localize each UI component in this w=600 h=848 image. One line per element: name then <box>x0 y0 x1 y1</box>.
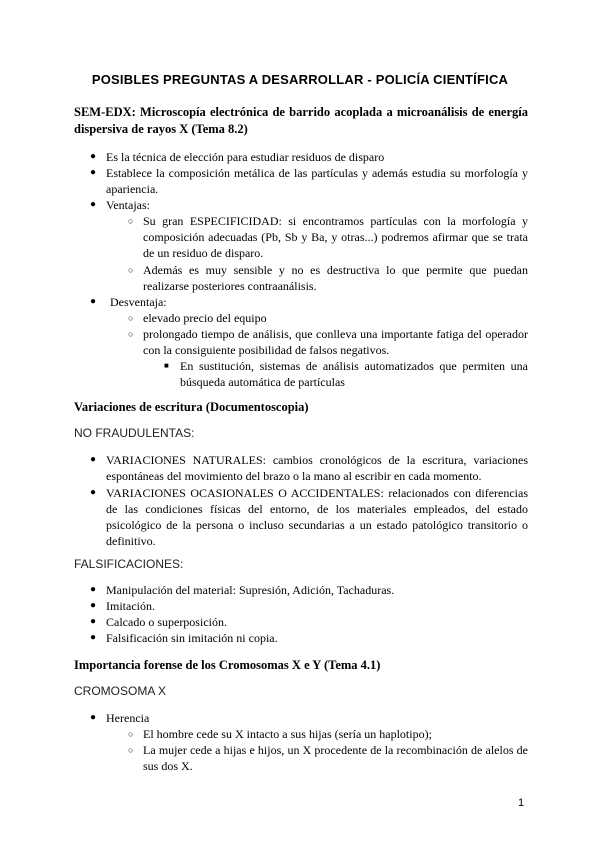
circle-bullet-icon: ○ <box>128 745 134 755</box>
list-item: En sustitución, sistemas de análisis automatizados que permiten una búsqueda automática de partículas <box>180 359 528 389</box>
list-item: Herencia <box>106 711 150 725</box>
list-item: Calcado o superposición. <box>106 615 227 629</box>
list-item: La mujer cede a hijas e hijos, un X procedente de la recombinación de alelos de sus dos X. <box>143 743 528 773</box>
list-item: prolongado tiempo de análisis, que conlleva una importante fatiga del operador con la consiguiente posibilidad de falsos negativos. <box>143 327 528 357</box>
list-item: VARIACIONES OCASIONALES O ACCIDENTALES: relacionados con diferencias de las condiciones físicas del entorno, de los materiales empleados, del estado psicológico de la persona o incluso secundarias a un estado patológico transitorio o definitivo. <box>106 486 528 548</box>
list-item: Desventaja: <box>110 295 167 309</box>
list-item: elevado precio del equipo <box>143 311 267 325</box>
cromosoma-x-label: CROMOSOMA X <box>74 684 167 698</box>
bullet-icon: ● <box>90 487 97 498</box>
list-item: El hombre cede su X intacto a sus hijas (sería un haplotipo); <box>143 727 432 741</box>
page-title: POSIBLES PREGUNTAS A DESARROLLAR - POLICÍA CIENTÍFICA <box>91 72 509 87</box>
list-item: Es la técnica de elección para estudiar residuos de disparo <box>106 150 385 164</box>
list-item: Además es muy sensible y no es destructiva lo que permite que puedan realizarse posteriores contraanálisis. <box>143 263 528 293</box>
list-item: VARIACIONES NATURALES: cambios cronológicos de la escritura, variaciones espontáneas del movimiento del brazo o la mano al escribir en cada momento. <box>106 453 528 483</box>
bullet-icon: ● <box>90 167 97 178</box>
list-item: Ventajas: <box>106 198 150 212</box>
bullet-icon: ● <box>90 632 97 643</box>
page-number: 1 <box>518 797 525 809</box>
sem-heading <box>74 104 528 138</box>
bullet-icon: ● <box>90 712 97 723</box>
list-item: Establece la composición metálica de las partículas y además estudia su morfología y apariencia. <box>106 166 528 196</box>
list-item: Manipulación del material: Supresión, Adición, Tachaduras. <box>106 583 395 597</box>
list-item: Falsificación sin imitación ni copia. <box>106 631 278 645</box>
bullet-icon: ● <box>90 151 97 162</box>
square-bullet-icon: ■ <box>164 361 169 370</box>
cromosomas-heading: Importancia forense de los Cromosomas X e Y (Tema 4.1) <box>74 658 381 672</box>
list-item: Imitación. <box>106 599 155 613</box>
bullet-icon: ● <box>90 199 97 210</box>
circle-bullet-icon: ○ <box>128 216 134 226</box>
circle-bullet-icon: ○ <box>128 265 134 275</box>
bullet-icon: ● <box>90 600 97 611</box>
escritura-heading: Variaciones de escritura (Documentoscopia) <box>74 400 309 414</box>
bullet-icon: ● <box>90 616 97 627</box>
bullet-icon: ● <box>90 454 97 465</box>
falsificaciones-label: FALSIFICACIONES: <box>74 557 184 571</box>
sem-heading-label: SEM-EDX: <box>74 105 136 119</box>
no-fraud-label: NO FRAUDULENTAS: <box>74 426 195 440</box>
bullet-icon: ● <box>90 296 97 307</box>
list-item: Su gran ESPECIFICIDAD: si encontramos partículas con la morfología y composición adecuadas (Pb, Sb y Ba, y otras...) podremos afirmar que se trata de un residuo de disparo. <box>143 214 528 260</box>
sem-heading-text: Microscopía electrónica de barrido acoplada a microanálisis de energía dispersiva de rayos X (Tema 8.2) <box>74 105 528 136</box>
bullet-icon: ● <box>90 584 97 595</box>
circle-bullet-icon: ○ <box>128 313 134 323</box>
circle-bullet-icon: ○ <box>128 329 134 339</box>
circle-bullet-icon: ○ <box>128 729 134 739</box>
